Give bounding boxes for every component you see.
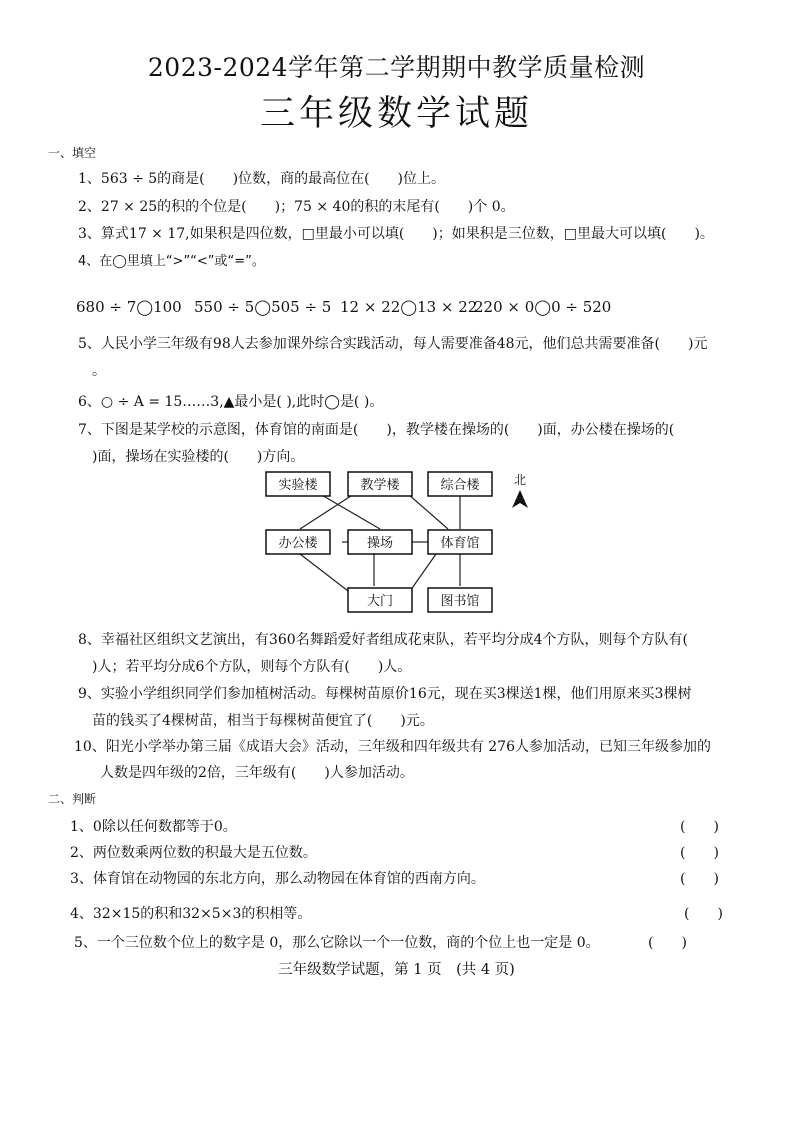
question-7-line-1: 7、下图是某学校的示意图，体育馆的南面是( )，教学楼在操场的( )面，办公楼在操场的(: [78, 422, 675, 438]
question-10-line-1: 10、阳光小学举办第三届《成语大会》活动，三年级和四年级共有 276人参加活动，已知三年级参加的: [74, 739, 711, 755]
section-judge-title: 二、判断: [48, 792, 97, 806]
compare-item-1: 680 ÷ 7◯100: [76, 298, 182, 316]
question-5-line-2: 。: [92, 363, 106, 379]
judge-item-1: 1、0除以任何数都等于0。: [70, 819, 237, 835]
complex-label: 综合楼: [440, 478, 480, 493]
compare-item-4: 220 × 0◯0 ÷ 520: [474, 298, 612, 316]
judge-answer-2: ( ): [680, 845, 719, 861]
gym-label: 体育馆: [440, 536, 480, 551]
judge-item-4: 4、32×15的积和32×5×3的积相等。: [70, 906, 312, 922]
exam-subtitle: 三年级数学试题: [259, 94, 533, 134]
north-arrow-icon: [512, 490, 528, 508]
exam-title: 2023-2024学年第二学期期中教学质量检测: [147, 53, 646, 82]
question-9-line-2: 苗的钱买了4棵树苗，相当于每棵树苗便宜了( )元。: [92, 713, 434, 729]
teaching-label: 教学楼: [360, 478, 400, 493]
question-3: 3、算式17 × 17,如果积是四位数，□里最小可以填( )；如果积是三位数，□里最大可以填( )。: [78, 226, 714, 242]
judge-item-2: 2、两位数乘两位数的积最大是五位数。: [70, 845, 317, 861]
library-label: 图书馆: [440, 594, 480, 609]
gate-label: 大门: [366, 594, 394, 609]
compare-item-3: 12 × 22◯13 × 22: [340, 298, 478, 316]
page-footer: 三年级数学试题，第 1 页 (共 4 页): [278, 962, 515, 978]
lab-label: 实验楼: [278, 478, 318, 493]
school-map-diagram: [258, 466, 548, 618]
judge-item-5: 5、一个三位数个位上的数字是 0，那么它除以一个一位数，商的个位上也一定是 0。: [74, 935, 600, 951]
question-7-line-2: )面，操场在实验楼的( )方向。: [92, 449, 305, 465]
judge-item-3: 3、体育馆在动物园的东北方向，那么动物园在体育馆的西南方向。: [70, 871, 485, 887]
question-5-line-1: 5、人民小学三年级有98人去参加课外综合实践活动，每人需要准备48元，他们总共需要准备( )元: [78, 336, 708, 352]
question-8-line-2: )人；若平均分成6个方队，则每个方队有( )人。: [92, 659, 412, 675]
question-1: 1、563 ÷ 5的商是( )位数，商的最高位在( )位上。: [78, 171, 446, 187]
compare-item-2: 550 ÷ 5◯505 ÷ 5: [194, 298, 332, 316]
judge-answer-5: ( ): [648, 935, 687, 951]
question-4: 4、在◯里填上“>”“<”或“=”。: [78, 254, 265, 269]
judge-answer-4: ( ): [684, 906, 723, 922]
judge-answer-1: ( ): [680, 819, 719, 835]
judge-answer-3: ( ): [680, 871, 719, 887]
section-fill-blank-title: 一、填空: [48, 146, 97, 160]
question-10-line-2: 人数是四年级的2倍，三年级有( )人参加活动。: [100, 765, 414, 781]
question-9-line-1: 9、实验小学组织同学们参加植树活动。每棵树苗原价16元，现在买3棵送1棵，他们用原来买3棵树: [78, 686, 692, 702]
question-2: 2、27 × 25的积的个位是( )；75 × 40的积的末尾有( )个 0。: [78, 199, 515, 215]
north-label: 北: [513, 473, 527, 487]
question-8-line-1: 8、幸福社区组织文艺演出，有360名舞蹈爱好者组成花束队，若平均分成4个方队，则每个方队有(: [78, 632, 688, 648]
playground-label: 操场: [366, 536, 394, 551]
question-6: 6、○ ÷ A = 15……3,▲最小是( ),此时◯是( )。: [78, 394, 384, 410]
office-label: 办公楼: [278, 536, 318, 551]
